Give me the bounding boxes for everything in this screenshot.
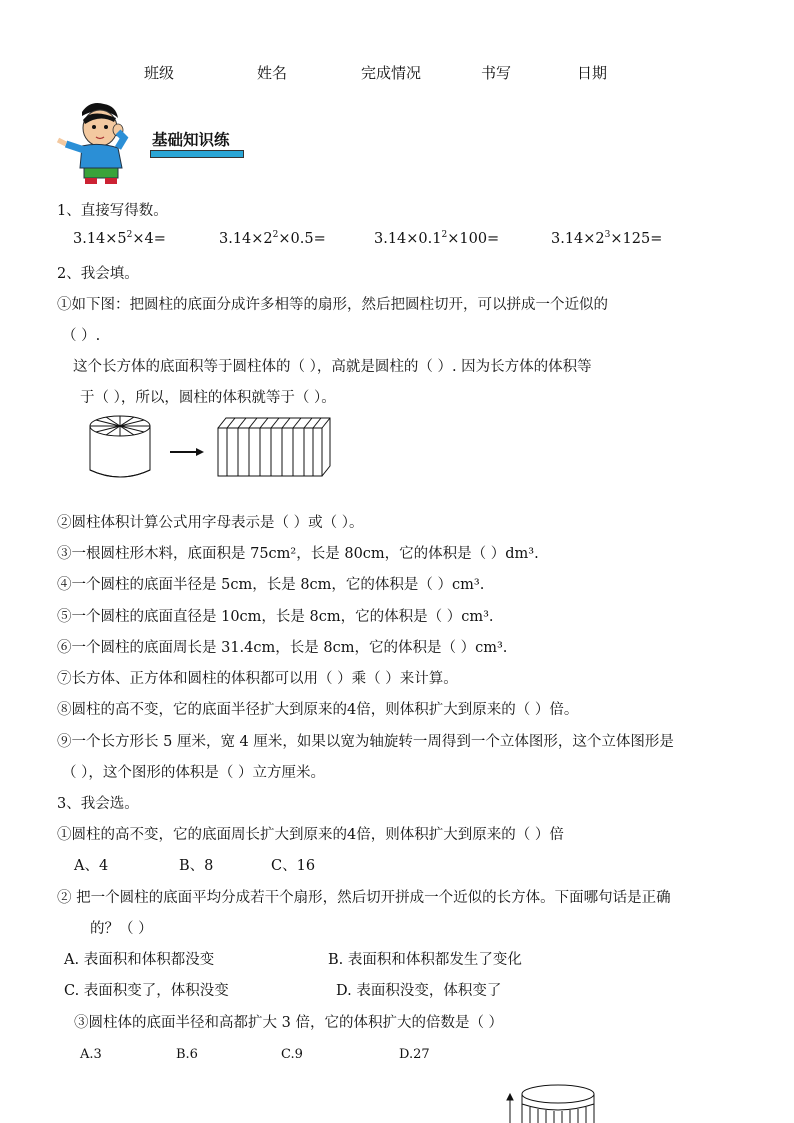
q2-line-5: ②圆柱体积计算公式用字母表示是（ ）或（ ）。	[57, 515, 364, 531]
q1-expr-2: $3.14\times 2^2\times 0.5=$	[219, 230, 326, 247]
q2-line-11: ⑧圆柱的高不变，它的底面半径扩大到原来的4倍，则体积扩大到原来的（ ）倍。	[57, 702, 579, 718]
q3-line-3: ③圆柱体的底面半径和高都扩大 3 倍，它的体积扩大的倍数是（ ）	[74, 1015, 504, 1031]
q2-line-4: 于（ ），所以，圆柱的体积就等于（ ）。	[80, 390, 336, 406]
q3-line-2b: 的？（ ）	[90, 921, 153, 937]
q2-line-13: （ ），这个图形的体积是（ ）立方厘米。	[62, 765, 325, 781]
q3-3-option-c: C.9	[281, 1047, 303, 1062]
q1-expr-4: $3.14\times 2^3\times 125=$	[551, 230, 663, 247]
q3-1-option-b: B、8	[179, 858, 214, 874]
q2-line-3: 这个长方体的底面积等于圆柱体的（ ），高就是圆柱的（ ）. 因为长方体的体积等	[73, 359, 592, 375]
q3-line-1: ①圆柱的高不变，它的底面周长扩大到原来的4倍，则体积扩大到原来的（ ）倍	[57, 827, 564, 843]
cylinder-to-cuboid-figure	[86, 412, 336, 486]
q2-line-6: ③一根圆柱形木料，底面积是 75cm²，长是 80cm，它的体积是（ ）dm³.	[57, 546, 539, 562]
q2-title: 2、我会填。	[57, 266, 139, 282]
q3-2-option-b: B. 表面积和体积都发生了变化	[328, 952, 522, 968]
q1-expr-3: $3.14\times 0.1^2\times 100=$	[374, 230, 500, 247]
section-title: 基础知识练	[152, 131, 230, 149]
q3-2-option-c: C. 表面积变了，体积没变	[64, 983, 229, 999]
q3-2-option-d: D. 表面积没变，体积变了	[336, 983, 502, 999]
section-title-underline	[150, 150, 244, 158]
partial-cylinder-figure	[496, 1082, 606, 1123]
q1-title: 1、直接写得数。	[57, 203, 168, 219]
q2-line-1: ①如下图：把圆柱的底面分成许多相等的扇形，然后把圆柱切开，可以拼成一个近似的	[57, 297, 608, 313]
q2-line-9: ⑥一个圆柱的底面周长是 31.4cm，长是 8cm，它的体积是（ ）cm³.	[57, 640, 508, 656]
q2-line-12: ⑨一个长方形长 5 厘米，宽 4 厘米，如果以宽为轴旋转一周得到一个立体图形，这个立体图形是	[57, 734, 674, 750]
header-completion: 完成情况	[361, 64, 422, 82]
header-class: 班级	[144, 64, 175, 82]
q3-1-option-c: C、16	[271, 858, 316, 874]
q2-line-10: ⑦长方体、正方体和圆柱的体积都可以用（ ）乘（ ）来计算。	[57, 671, 458, 687]
q3-3-option-a: A.3	[80, 1047, 102, 1062]
q3-2-option-a: A. 表面积和体积都没变	[64, 952, 215, 968]
header-date: 日期	[577, 64, 608, 82]
section-title-block	[152, 128, 230, 150]
q3-title: 3、我会选。	[57, 796, 139, 812]
header-writing: 书写	[481, 64, 512, 82]
q3-3-option-d: D.27	[399, 1047, 430, 1062]
header-name: 姓名	[257, 64, 288, 82]
q2-line-7: ④一个圆柱的底面半径是 5cm，长是 8cm，它的体积是（ ）cm³.	[57, 577, 485, 593]
q2-line-2: （ ）.	[62, 328, 101, 344]
cartoon-boy-illustration	[52, 98, 136, 186]
q3-1-option-a: A、4	[74, 858, 109, 874]
q3-3-option-b: B.6	[176, 1047, 198, 1062]
q3-line-2a: ② 把一个圆柱的底面平均分成若干个扇形，然后切开拼成一个近似的长方体。下面哪句话是正确	[57, 890, 671, 906]
q1-expr-1: $3.14\times 5^2\times 4=$	[73, 230, 166, 247]
q2-line-8: ⑤一个圆柱的底面直径是 10cm，长是 8cm，它的体积是（ ）cm³.	[57, 609, 494, 625]
